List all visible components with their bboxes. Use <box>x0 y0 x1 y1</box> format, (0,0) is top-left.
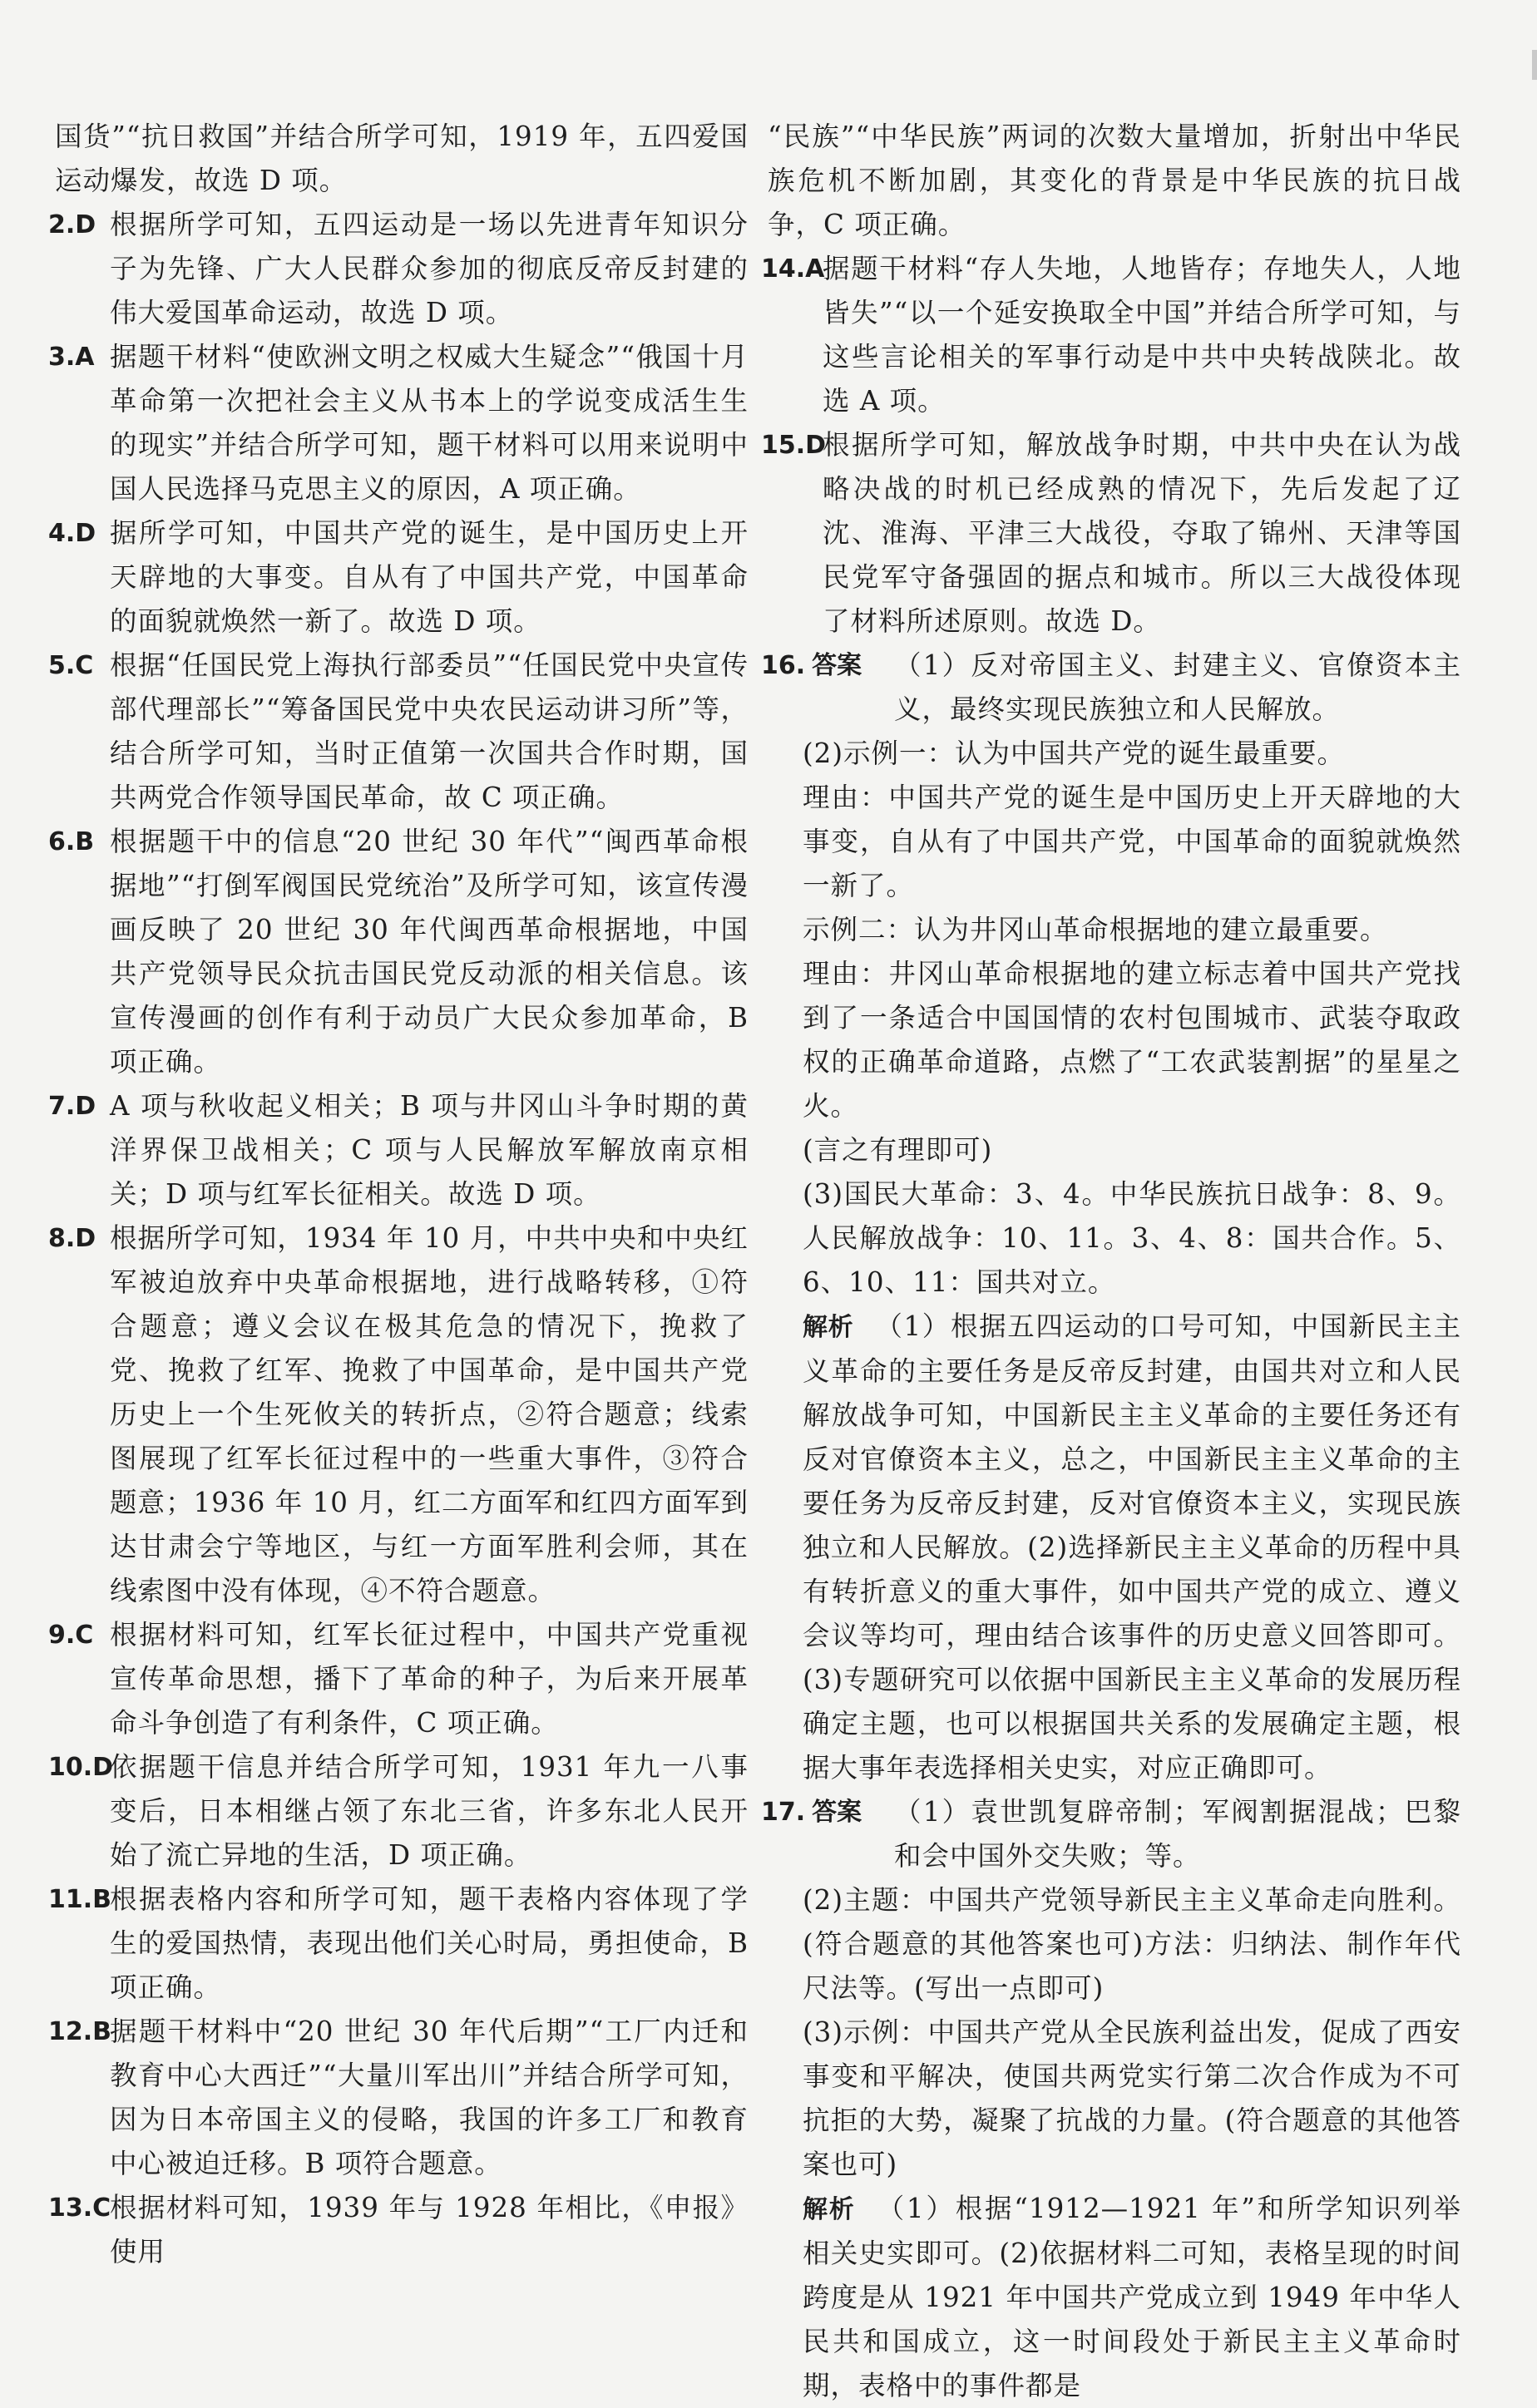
item-text: 根据“任国民党上海执行部委员”“任国民党中央宣传部代理部长”“筹备国民党中央农民运动讲习所”等，结合所学可知，当时正值第一次国共合作时期，国共两党合作领导国民革命，故 C 项正确。 <box>110 649 749 813</box>
analysis-text: （1）根据五四运动的口号可知，中国新民主主义革命的主要任务是反帝反封建，由国共对立和人民解放战争可知，中国新民主主义革命的主要任务还有反对官僚资本主义，总之，中国新民主主义革命的主要任务为反帝反封建，反对官僚资本主义，实现民族独立和人民解放。(2)选择新民主主义革命的历程中具有转折意义的重大事件，如中国共产党的成立、遵义会议等均可，理由结合该事件的历史意义回答即可。(3)专题研究可以依据中国新民主主义革命的发展历程确定主题，也可以根据国共关系的发展确定主题，根据大事年表选择相关史实，对应正确即可。 <box>803 1310 1462 1784</box>
answer-item-5 <box>48 644 749 820</box>
item-number: 7.D <box>48 1092 96 1121</box>
item-number: 16. <box>761 651 806 680</box>
answer-item-4 <box>48 511 749 644</box>
analysis-label: 解析 <box>803 2195 856 2224</box>
item-text: 据题干材料中“20 世纪 30 年代后期”“工厂内迁和教育中心大西迁”“大量川军出川”并结合所学可知，因为日本帝国主义的侵略，我国的许多工厂和教育中心被迫迁移。B 项符合题意。 <box>110 2016 749 2179</box>
item-number: 14.A <box>761 254 825 284</box>
answer-sub: 理由：井冈山革命根据地的建立标志着中国共产党找到了一条适合中国国情的农村包围城市、武装夺取政权的正确革命道路，点燃了“工农武装割据”的星星之火。 <box>803 958 1461 1122</box>
answer-sub: (2)示例一：认为中国共产党的诞生最重要。 <box>803 738 1346 769</box>
answer-item-17 <box>761 1790 1461 1878</box>
item-number: 4.D <box>48 519 96 548</box>
page-edge-mark <box>1532 50 1537 80</box>
analysis-text: （1）根据“1912—1921 年”和所学知识列举相关史实即可。(2)依据材料二可知，表格呈现的时间跨度是从 1921 年中国共产党成立到 1949 年中华人民共和国成立，这一时间段处于新民主主义革命时期，表格中的事件都是 <box>803 2193 1461 2401</box>
answer-item-7 <box>48 1084 749 1216</box>
answer-item-2 <box>48 203 749 335</box>
item-number: 15.D <box>761 431 827 460</box>
item-number: 13.C <box>48 2193 111 2223</box>
item-text: 根据所学可知，1934 年 10 月，中共中央和中央红军被迫放弃中央革命根据地，进行战略转移，①符合题意；遵义会议在极其危急的情况下，挽救了党、挽救了红军、挽救了中国革命，是中国共产党历史上一个生死攸关的转折点，②符合题意；线索图展现了红军长征过程中的一些重大事件，③符合题意；1936 年 10 月，红二方面军和红四方面军到达甘肃会宁等地区，与红一方面军胜利会师，其在线索图中没有体现，④不符合题意。 <box>110 1222 749 1606</box>
answer-item-3 <box>48 335 749 511</box>
item-text: 根据所学可知，解放战争时期，中共中央在认为战略决战的时机已经成熟的情况下，先后发起了辽沈、淮海、平津三大战役，夺取了锦州、天津等国民党军守备强固的据点和城市。所以三大战役体现了材料所述原则。故选 D。 <box>823 429 1461 637</box>
continued-text: 国货”“抗日救国”并结合所学可知，1919 年，五四爱国运动爆发，故选 D 项。 <box>55 121 749 196</box>
answer-sub: (2)主题：中国共产党领导新民主主义革命走向胜利。(符合题意的其他答案也可)方法：归纳法、制作年代尺法等。(写出一点即可) <box>803 1884 1461 2004</box>
answer-sub: (3)国民大革命：3、4。中华民族抗日战争：8、9。人民解放战争：10、11。3、4、8：国共合作。5、6、10、11：国共对立。 <box>803 1178 1461 1298</box>
item-text: 据题干材料“使欧洲文明之权威大生疑念”“俄国十月革命第一次把社会主义从书本上的学说变成活生生的现实”并结合所学可知，题干材料可以用来说明中国人民选择马克思主义的原因，A 项正确。 <box>110 341 749 505</box>
answer-item-13 <box>48 2186 749 2274</box>
answer-item-10 <box>48 1745 749 1878</box>
answer-label <box>761 644 862 688</box>
item-text: 根据材料可知，红军长征过程中，中国共产党重视宣传革命思想，播下了革命的种子，为后来开展革命斗争创造了有利条件，C 项正确。 <box>110 1619 749 1739</box>
item-number: 5.C <box>48 651 94 680</box>
answer-item-16 <box>761 644 1461 732</box>
item-number: 3.A <box>48 343 95 372</box>
left-column <box>48 115 749 2274</box>
answer-tag: 答案 <box>812 651 862 680</box>
item-number: 12.B <box>48 2017 112 2046</box>
analysis-label: 解析 <box>803 1313 854 1342</box>
item-text: 依据题干信息并结合所学可知，1931 年九一八事变后，日本相继占领了东北三省，许多东北人民开始了流亡异地的生活，D 项正确。 <box>110 1751 749 1871</box>
answer-item-12 <box>48 2010 749 2186</box>
item-number: 17. <box>761 1798 806 1827</box>
item-text: 据所学可知，中国共产党的诞生，是中国历史上开天辟地的大事变。自从有了中国共产党，中国革命的面貌就焕然一新了。故选 D 项。 <box>110 517 749 637</box>
analysis-17 <box>761 2187 1461 2408</box>
item-text: 根据表格内容和所学可知，题干表格内容体现了学生的爱国热情，表现出他们关心时局，勇担使命，B 项正确。 <box>110 1883 749 2003</box>
answer-item-6 <box>48 820 749 1084</box>
item-number: 9.C <box>48 1621 94 1650</box>
item-number: 10.D <box>48 1753 114 1782</box>
answer-item-11 <box>48 1878 749 2010</box>
answer-sub: 理由：中国共产党的诞生是中国历史上开天辟地的大事变，自从有了中国共产党，中国革命的面貌就焕然一新了。 <box>803 782 1461 901</box>
item-number: 2.D <box>48 210 96 239</box>
analysis-16 <box>761 1305 1461 1790</box>
item-number: 11.B <box>48 1885 112 1914</box>
item-text: 据题干材料“存人失地，人地皆存；存地失人，人地皆失”“以一个延安换取全中国”并结合所学可知，与这些言论相关的军事行动是中共中央转战陕北。故选 A 项。 <box>823 253 1461 417</box>
answer-tag: 答案 <box>812 1798 862 1827</box>
item-text: A 项与秋收起义相关；B 项与井冈山斗争时期的黄洋界保卫战相关；C 项与人民解放军解放南京相关；D 项与红军长征相关。故选 D 项。 <box>110 1090 749 1210</box>
answer-sub: (3)示例：中国共产党从全民族利益出发，促成了西安事变和平解决，使国共两党实行第二次合作成为不可抗拒的大势，凝聚了抗战的力量。(符合题意的其他答案也可) <box>803 2016 1461 2180</box>
item-text: 根据题干中的信息“20 世纪 30 年代”“闽西革命根据地”“打倒军阀国民党统治”及所学可知，该宣传漫画反映了 20 世纪 30 年代闽西革命根据地，中国共产党领导民众抗击国民党反动派的相关信息。该宣传漫画的创作有利于动员广大民众参加革命，B 项正确。 <box>110 826 749 1078</box>
continued-text: “民族”“中华民族”两词的次数大量增加，折射出中华民族危机不断加剧，其变化的背景是中华民族的抗日战争，C 项正确。 <box>768 121 1461 240</box>
item-text: 根据材料可知，1939 年与 1928 年相比，《申报》使用 <box>110 2192 749 2267</box>
item-text: 根据所学可知，五四运动是一场以先进青年知识分子为先锋、广大人民群众参加的彻底反帝反封建的伟大爱国革命运动，故选 D 项。 <box>110 209 749 328</box>
answer-item-14 <box>761 247 1461 423</box>
answer-sub: (言之有理即可) <box>803 1134 993 1166</box>
answer-label <box>761 1790 862 1834</box>
item-number: 6.B <box>48 827 95 856</box>
answer-item-8 <box>48 1216 749 1613</box>
answer-part-1: （1）反对帝国主义、封建主义、官僚资本主义，最终实现民族独立和人民解放。 <box>894 649 1461 725</box>
answer-item-9 <box>48 1613 749 1745</box>
right-column <box>761 115 1461 2408</box>
answer-item-15 <box>761 423 1461 644</box>
answer-sub: 示例二：认为井冈山革命根据地的建立最重要。 <box>803 914 1388 945</box>
item-number: 8.D <box>48 1224 96 1253</box>
answer-part-1: （1）袁世凯复辟帝制；军阀割据混战；巴黎和会中国外交失败；等。 <box>894 1796 1461 1872</box>
